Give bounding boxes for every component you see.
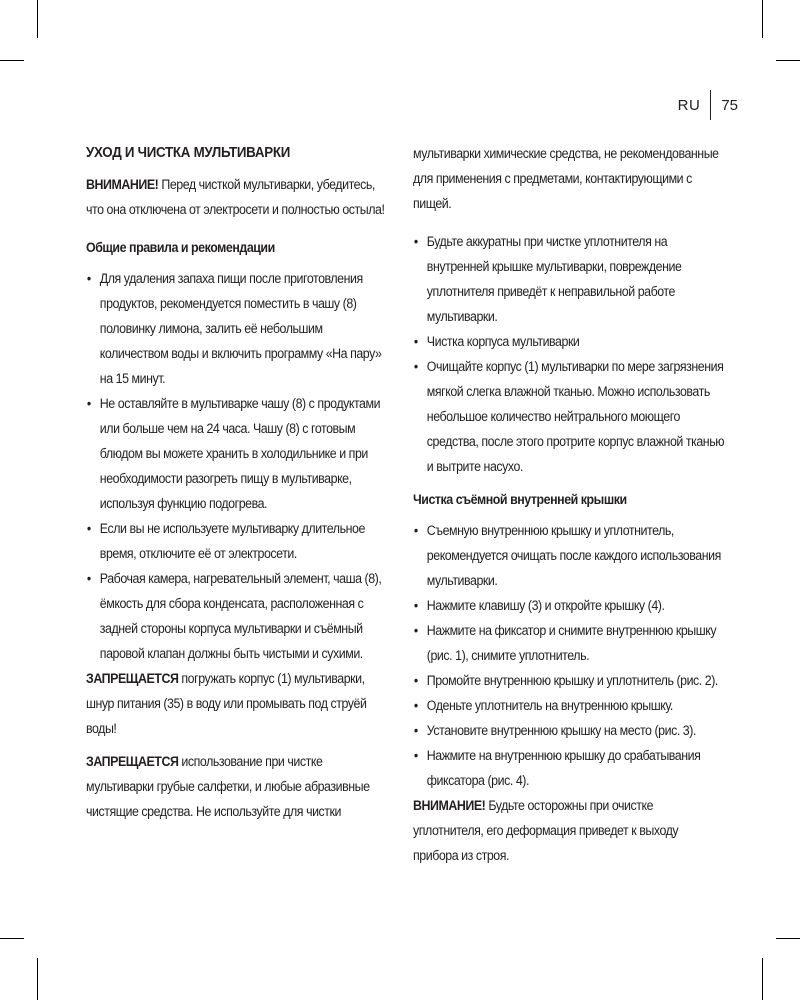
header-divider [710, 90, 711, 120]
bullet-icon: • [413, 723, 418, 738]
list-item-text: Промойте внутреннюю крышку и уплотнитель (рис. 2). [426, 673, 718, 688]
bullet-icon: • [413, 523, 418, 538]
prohibition-text: погружать корпус (1) мультиварки, шнур питания (35) в воду или промывать под струёй воды! [86, 671, 367, 736]
prohibition-label: ЗАПРЕЩАЕТСЯ [86, 754, 179, 769]
bullet-icon: • [86, 521, 91, 536]
list-item [86, 516, 386, 566]
warning-text: Перед чисткой мультиварки, убедитесь, что она отключена от электросети и полностью остыла! [86, 177, 385, 217]
subheading: Чистка съёмной внутренней крышки [413, 492, 627, 507]
list-item [413, 518, 726, 593]
list-item [413, 693, 726, 718]
list-item-text: Нажмите на фиксатор и снимите внутреннюю крышку (рис. 1), снимите уплотнитель. [426, 623, 717, 663]
list-item [86, 391, 386, 516]
warning-paragraph [86, 172, 386, 222]
warning-label: ВНИМАНИЕ! [413, 798, 486, 813]
lid-cleaning-list [413, 518, 726, 793]
prohibition-label: ЗАПРЕЩАЕТСЯ [86, 671, 179, 686]
section-title: УХОД И ЧИСТКА МУЛЬТИВАРКИ [86, 145, 291, 161]
crop-mark [0, 938, 24, 939]
bullet-icon: • [413, 698, 418, 713]
prohibition-paragraph [86, 749, 386, 824]
list-item [86, 266, 386, 391]
warning-text: Будьте осторожны при очистке уплотнителя, его деформация приведет к выходу прибора из строя. [413, 798, 679, 863]
bullet-icon: • [413, 334, 418, 349]
list-item-text: Чистка корпуса мультиварки [426, 334, 580, 349]
warning-paragraph [413, 793, 726, 868]
cleaning-list [413, 229, 726, 479]
crop-mark [776, 60, 800, 61]
list-item-text: Нажмите клавишу (3) и откройте крышку (4). [426, 598, 665, 613]
bullet-icon: • [86, 271, 91, 286]
list-item-text: Установите внутреннюю крышку на место (рис. 3). [426, 723, 696, 738]
warning-label: ВНИМАНИЕ! [86, 177, 159, 192]
subheading: Общие правила и рекомендации [86, 240, 275, 255]
bullet-icon: • [413, 598, 418, 613]
bullet-icon: • [413, 673, 418, 688]
list-item [86, 566, 386, 666]
language-code: RU [677, 96, 701, 114]
crop-mark [762, 0, 763, 38]
list-item [413, 743, 726, 793]
crop-mark [762, 958, 763, 1000]
page-header [678, 93, 738, 117]
list-item-text: Рабочая камера, нагревательный элемент, чаша (8), ёмкость для сбора конденсата, расположенная с задней стороны корпуса мультиварки и съёмный паровой клапан должны быть чистыми и сухими. [99, 571, 382, 661]
crop-mark [0, 60, 24, 61]
crop-mark [776, 938, 800, 939]
prohibition-text: использование при чистке мультиварки грубые салфетки, и любые абразивные чистящие средства. Не используйте для чистки [86, 754, 370, 819]
list-item [413, 668, 726, 693]
prohibition-paragraph [86, 666, 386, 741]
page-number: 75 [721, 96, 738, 114]
list-item-text: Очищайте корпус (1) мультиварки по мере загрязнения мягкой слегка влажной тканью. Можно использовать небольшое количество нейтрального моющего средства, после этого протрите корпус влажной тканью и вытрите насухо. [426, 359, 725, 474]
bullet-icon: • [413, 234, 418, 249]
crop-mark [37, 958, 38, 1000]
list-item-text: Не оставляйте в мультиварке чашу (8) с продуктами или больше чем на 24 часа. Чашу (8) с готовым блюдом вы можете хранить в холодильнике и при необходимости разогреть пищу в мультиварке, используя функцию подогрева. [99, 396, 381, 511]
list-item-text: Нажмите на внутреннюю крышку до срабатывания фиксатора (рис. 4). [426, 748, 701, 788]
list-item [413, 593, 726, 618]
list-item-text: Для удаления запаха пищи после приготовления продуктов, рекомендуется поместить в чашу (8) половинку лимона, залить её небольшим количеством воды и включить программу «На пару» на 15 минут. [99, 271, 382, 386]
list-item [413, 329, 726, 354]
continuation-paragraph: мультиварки химические средства, не рекомендованные для применения с предметами, контактирующими с пищей. [413, 146, 719, 211]
crop-mark [37, 0, 38, 38]
bullet-icon: • [413, 623, 418, 638]
bullet-icon: • [413, 748, 418, 763]
bullet-icon: • [86, 396, 91, 411]
list-item [413, 718, 726, 743]
list-item [413, 229, 726, 329]
list-item [413, 354, 726, 479]
list-item [413, 618, 726, 668]
bullet-icon: • [86, 571, 91, 586]
list-item-text: Будьте аккуратны при чистке уплотнителя на внутренней крышке мультиварки, повреждение уплотнителя приведёт к неправильной работе мультиварки. [426, 234, 682, 324]
left-column [86, 141, 386, 824]
bullet-icon: • [413, 359, 418, 374]
list-item-text: Если вы не используете мультиварку длительное время, отключите её от электросети. [99, 521, 365, 561]
recommendations-list [86, 266, 386, 666]
list-item-text: Оденьте уплотнитель на внутреннюю крышку. [426, 698, 673, 713]
right-column [413, 141, 726, 868]
list-item-text: Съемную внутреннюю крышку и уплотнитель, рекомендуется очищать после каждого использования мультиварки. [426, 523, 721, 588]
